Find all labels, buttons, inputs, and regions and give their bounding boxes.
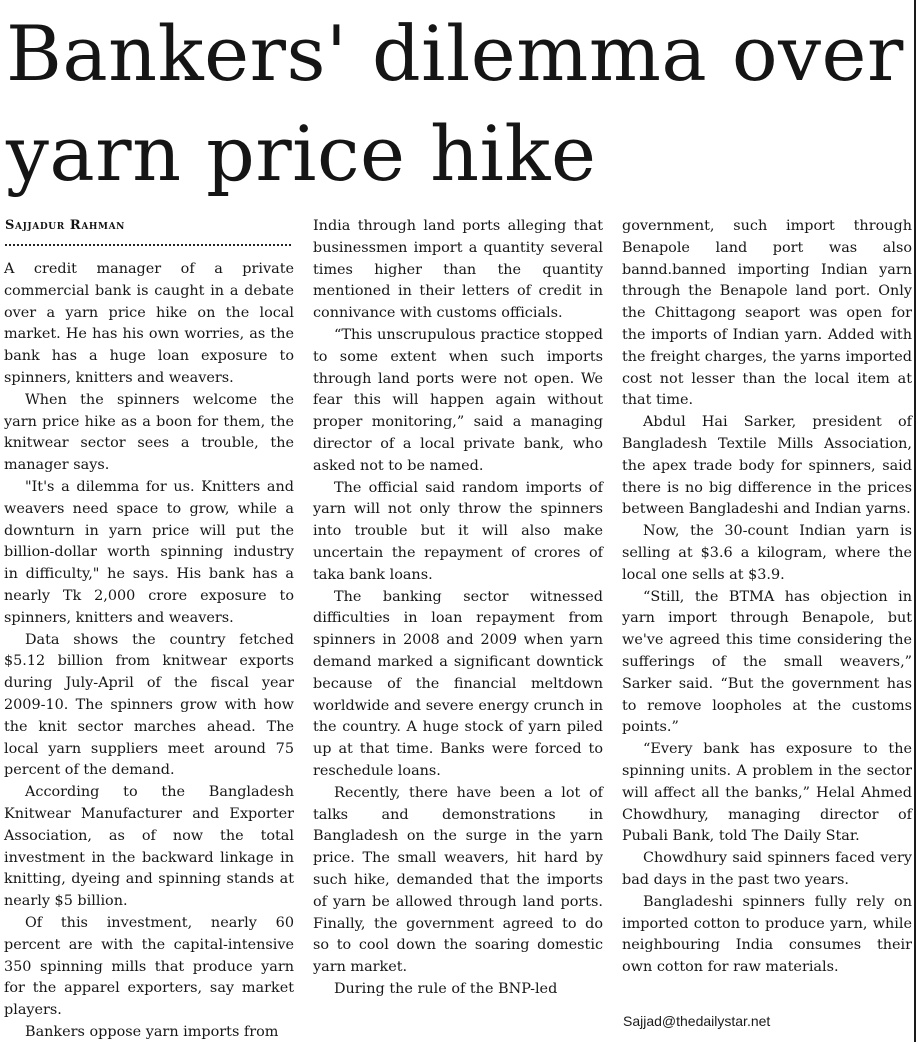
paragraph: "It's a dilemma for us. Knitters and weavers need space to grow, while a downturn in yarn price will put the billion-dollar worth spinning industry in difficulty," he says. His bank has a nearly Tk 2,000 crore exposure to spinners, knitters and weavers. [4,478,294,626]
paragraph: Bangladeshi spinners fully rely on imported cotton to produce yarn, while neighbouring India consumes their own cotton for raw materials. [622,893,912,976]
paragraph: During the rule of the BNP-led [334,980,558,997]
byline-dotted-rule [5,238,291,246]
paragraph: The banking sector witnessed difficulties in loan repayment from spinners in 2008 and 2009 when yarn demand marked a significant downtick because of the financial meltdown worldwide and severe energy crunch in the country. A huge stock of yarn piled up at that time. Banks were forced to reschedule loans. [313,588,603,779]
paragraph: Abdul Hai Sarker, president of Bangladesh Textile Mills Association, the apex trade body for spinners, said there is no big difference in the prices between Bangladeshi and Indian yarns. [622,414,912,518]
paragraph: Of this investment, nearly 60 percent are with the capital-intensive 350 spinning mills that produce yarn for the apparel exporters, say market players. [4,914,294,1019]
author-byline: Sajjadur Rahman [5,218,125,233]
paragraph: Data shows the country fetched $5.12 billion from knitwear exports during July-April of the fiscal year 2009-10. The spinners grow with how the knit sector marches ahead. The local yarn suppliers meet around 75 percent of the demand. [4,631,294,779]
paragraph: Now, the 30-count Indian yarn is selling at $3.6 a kilogram, where the local one sells at $3.9. [622,523,912,583]
paragraph: According to the Bangladesh Knitwear Manufacturer and Exporter Association, as of now the total investment in the backward linkage in knitting, dyeing and spinning stands at nearly $5 billion. [4,784,294,910]
paragraph: Chowdhury said spinners faced very bad days in the past two years. [622,850,912,888]
paragraph: Recently, there have been a lot of talks and demonstrations in Bangladesh on the surge in the yarn price. The small weavers, hit hard by such hike, demanded that the imports of yarn be allowed through land ports. Finally, the government agreed to do so to cool down the soaring domestic yarn market. [313,784,603,976]
article-headline: Bankers' dilemma over yarn price hike [6,9,904,198]
paragraph: “Every bank has exposure to the spinning units. A problem in the sector will affect all the banks,” Helal Ahmed Chowdhury, managing director of Pubali Bank, told The Daily Star. [622,741,912,845]
paragraph: Bankers oppose yarn imports from [25,1023,279,1040]
paragraph: “This unscrupulous practice stopped to some extent when such imports through land ports were not open. We fear this will happen again without proper monitoring,” said a managing director of a local private bank, who asked not to be named. [313,326,603,474]
paragraph: India through land ports alleging that businessmen import a quantity several times higher than the quantity mentioned in their letters of credit in connivance with customs officials. [313,218,603,322]
paragraph: When the spinners welcome the yarn price hike as a boon for them, the knitwear sector sees a trouble, the manager says. [4,391,294,474]
paragraph: A credit manager of a private commercial bank is caught in a debate over a yarn price hike on the local market. He has his own worries, as the bank has a huge loan exposure to spinners, knitters and weavers. [4,261,294,386]
paragraph: government, such import through Benapole land port was also bannd.banned importing Indian yarn through the Benapole land port. Only the Chittagong seaport was open for the imports of Indian yarn. Added with the freight charges, the yarns imported cost not lesser than the local item at that time. [622,218,912,409]
paragraph: “Still, the BTMA has objection in yarn import through Benapole, but we've agreed this time considering the sufferings of the small weavers,” Sarker said. “But the government has to remove loopholes at the customs points.” [622,588,912,736]
column-rule [914,0,916,1042]
article-column-2 [313,216,603,1001]
author-email: Sajjad@thedailystar.net [623,1013,771,1029]
paragraph: The official said random imports of yarn will not only throw the spinners into trouble but it will also make uncertain the repayment of crores of taka bank loans. [313,479,603,583]
article-column-1 [4,259,294,1044]
article-column-3 [622,216,912,979]
